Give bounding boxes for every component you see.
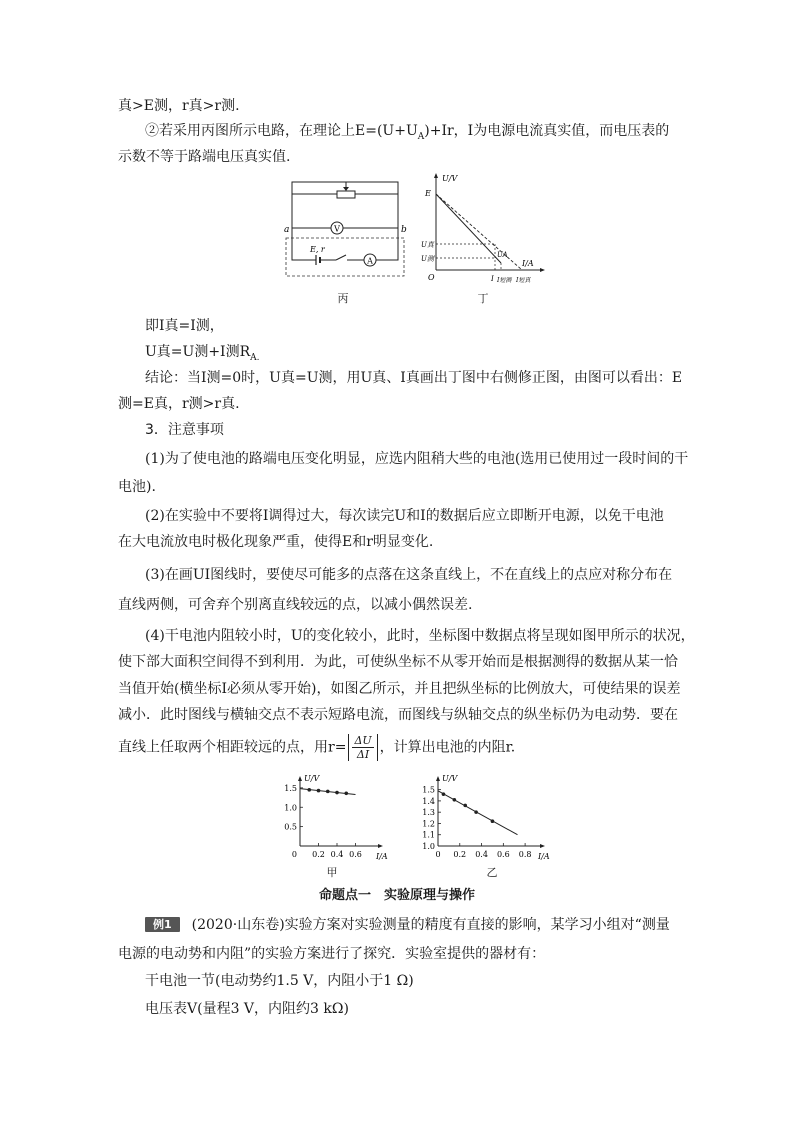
node-a-label: a [284, 225, 290, 235]
yi-y-tick-label: 1.2 [422, 819, 435, 829]
rheostat-icon [337, 191, 355, 198]
note-3-line-2: 直线两侧，可舍弃个别离直线较远的点，以减小偶然误差. [118, 597, 473, 613]
example-text-1: (2020·山东卷)实验方案对实验测量的精度有直接的影响，某学习小组对“测量 [191, 917, 670, 933]
node-b-label: b [401, 225, 407, 235]
yi-data-point [442, 792, 446, 796]
U-relation-main: U真=U测+I测R [145, 344, 251, 360]
abs-fraction [348, 734, 377, 761]
ding-measured-line [436, 194, 501, 263]
note-3-line-1: (3)在画UI图线时，要使尽可能多的点落在这条直线上，不在直线上的点应对称分布在 [145, 567, 673, 583]
yi-x-tick-label: 0.4 [475, 850, 488, 859]
ding-x-axis-label: I/A [522, 259, 534, 268]
section-3-heading: 3．注意事项 [145, 422, 224, 438]
note-4-line-2: 使下部大面积空间得不到利用．为此，可使纵坐标不从零开始而是根据测得的数据从某一恰 [118, 654, 678, 670]
yi-x-arrow [540, 844, 545, 848]
fraction-denominator: ΔI [356, 748, 370, 761]
chart-yi-svg [400, 774, 548, 866]
chart-yi [400, 774, 548, 866]
equipment-item-1: 干电池一节(电动势约1.5 V，内阻小于1 Ω) [145, 973, 414, 989]
line-I-equal: 即I真=I测， [145, 318, 224, 334]
yi-x-tick-label: 0.8 [518, 850, 532, 859]
jia-x-tick-label: 0.6 [349, 850, 362, 859]
yi-y-arrow [436, 776, 440, 781]
jia-x-arrow [378, 844, 383, 848]
switch-icon [336, 255, 346, 260]
jia-xlabel: I/A [376, 852, 388, 861]
ding-I-label: I [491, 275, 494, 283]
formula-sub-a: A [417, 132, 425, 142]
note-2-line-2: 在大电流放电时极化现象严重，使得E和r明显变化. [118, 534, 434, 550]
yi-x-tick-label: 0 [435, 850, 441, 859]
yi-y-tick-label: 1.5 [422, 785, 435, 795]
yi-data-point [453, 798, 457, 802]
formula-tail: ，计算出电池的内阻r. [379, 739, 516, 756]
line-true-gt-measured: 真>E测，r真>r测. [118, 98, 240, 114]
line-conclusion: 结论：当I测=0时，U真=U测，用U真、I真画出丁图中右侧修正图，由图可以看出：E [145, 370, 683, 386]
section-heading: 命题点一 实验原理与操作 [318, 888, 475, 903]
formula-part-1: ②若采用丙图所示电路，在理论上E=(U+U [145, 123, 418, 139]
ding-true-line [436, 194, 522, 270]
note-2-line-1: (2)在实验中不要将I调得过大，每次读完U和I的数据后应立即断开电源，以免干电池 [145, 508, 664, 524]
yi-xlabel: I/A [538, 852, 550, 861]
jia-x-tick-label: 0.4 [330, 850, 344, 859]
jia-origin-label: 0 [291, 850, 297, 859]
line-U-relation [145, 343, 260, 363]
jia-x-tick-label: 0.2 [312, 850, 325, 859]
ding-U-meas-label: U测 [421, 255, 434, 263]
jia-y-arrow [298, 776, 302, 781]
jia-y-tick-label: 1.5 [284, 783, 297, 793]
ding-E-label: E [425, 189, 431, 198]
ding-I-short-meas-label: I短测 [497, 277, 512, 284]
yi-y-tick-label: 1.1 [422, 830, 435, 840]
formula-part-2: )+Ir，I为电源电流真实值，而电压表的 [424, 123, 670, 139]
yi-y-tick-label: 1.4 [422, 796, 435, 806]
jia-data-point [307, 788, 311, 792]
caption-bing: 丙 [337, 292, 349, 305]
note-4-line-3: 当值开始(横坐标I必须从零开始)，如图乙所示，并且把纵坐标的比例放大，可使结果的误差 [118, 681, 681, 697]
yi-data-point [474, 810, 478, 814]
yi-y-tick-label: 1.3 [422, 808, 435, 818]
yi-y-tick-label: 1.0 [422, 842, 435, 851]
jia-data-point [335, 791, 339, 795]
yi-data-point [491, 819, 495, 823]
note-1-line-2: 电池). [118, 479, 156, 495]
formula-lead: 直线上任取两个相距较远的点，用r= [118, 739, 347, 756]
caption-jia: 甲 [326, 866, 338, 879]
graph-ding [418, 170, 548, 285]
example-line-1 [145, 916, 670, 934]
yi-x-tick-label: 0.6 [496, 850, 510, 859]
ding-I-short-true-label: I短真 [516, 277, 531, 284]
caption-ding: 丁 [477, 292, 489, 305]
line-voltmeter-note: 示数不等于路端电压真实值. [118, 149, 291, 165]
note-4-line-5 [118, 734, 515, 761]
source-label: E, r [310, 245, 325, 254]
fraction-numerator: ΔU [354, 734, 372, 747]
line-conclusion-end: 测=E真，r测>r真. [118, 396, 240, 412]
example-badge: 例1 [145, 917, 180, 932]
jia-data-point [344, 792, 348, 796]
example-line-2: 电源的电动势和内阻”的实验方案进行了探究．实验室提供的器材有： [118, 946, 546, 962]
ding-y-axis-label: U/V [442, 174, 458, 183]
line-circuit-bing-formula [145, 122, 669, 142]
jia-data-point [326, 790, 330, 794]
equipment-item-2: 电压表V(量程3 V，内阻约3 kΩ) [145, 1001, 349, 1017]
caption-yi: 乙 [486, 866, 498, 879]
note-4-line-1: (4)干电池内阻较小时，U的变化较小，此时，坐标图中数据点将呈现如图甲所示的状况， [145, 628, 695, 644]
chart-jia [278, 774, 388, 866]
note-1-line-1: (1)为了使电池的路端电压变化明显，应选内阻稍大些的电池(选用已使用过一段时间的干 [145, 451, 689, 467]
ding-U-true-label: U真 [421, 241, 434, 249]
jia-data-point [317, 789, 321, 793]
yi-data-point [463, 804, 467, 808]
yi-ylabel: U/V [442, 774, 458, 783]
dashed-box [286, 238, 404, 276]
jia-ylabel: U/V [304, 774, 320, 783]
ammeter-label: A [367, 256, 373, 266]
voltmeter-label: V [334, 224, 340, 234]
jia-y-tick-label: 0.5 [284, 822, 297, 832]
ding-origin-label: O [428, 273, 435, 282]
note-4-line-4: 减小．此时图线与横轴交点不表示短路电流，而图线与纵轴交点的纵坐标仍为电动势．要在 [118, 707, 678, 723]
yi-x-tick-label: 0.2 [453, 850, 467, 859]
ding-UA-label: UA [497, 251, 508, 259]
U-relation-sub: A. [250, 353, 260, 363]
jia-y-tick-label: 1.0 [284, 803, 297, 813]
circuit-diagram-bing [280, 172, 410, 282]
chart-jia-svg [278, 774, 388, 866]
